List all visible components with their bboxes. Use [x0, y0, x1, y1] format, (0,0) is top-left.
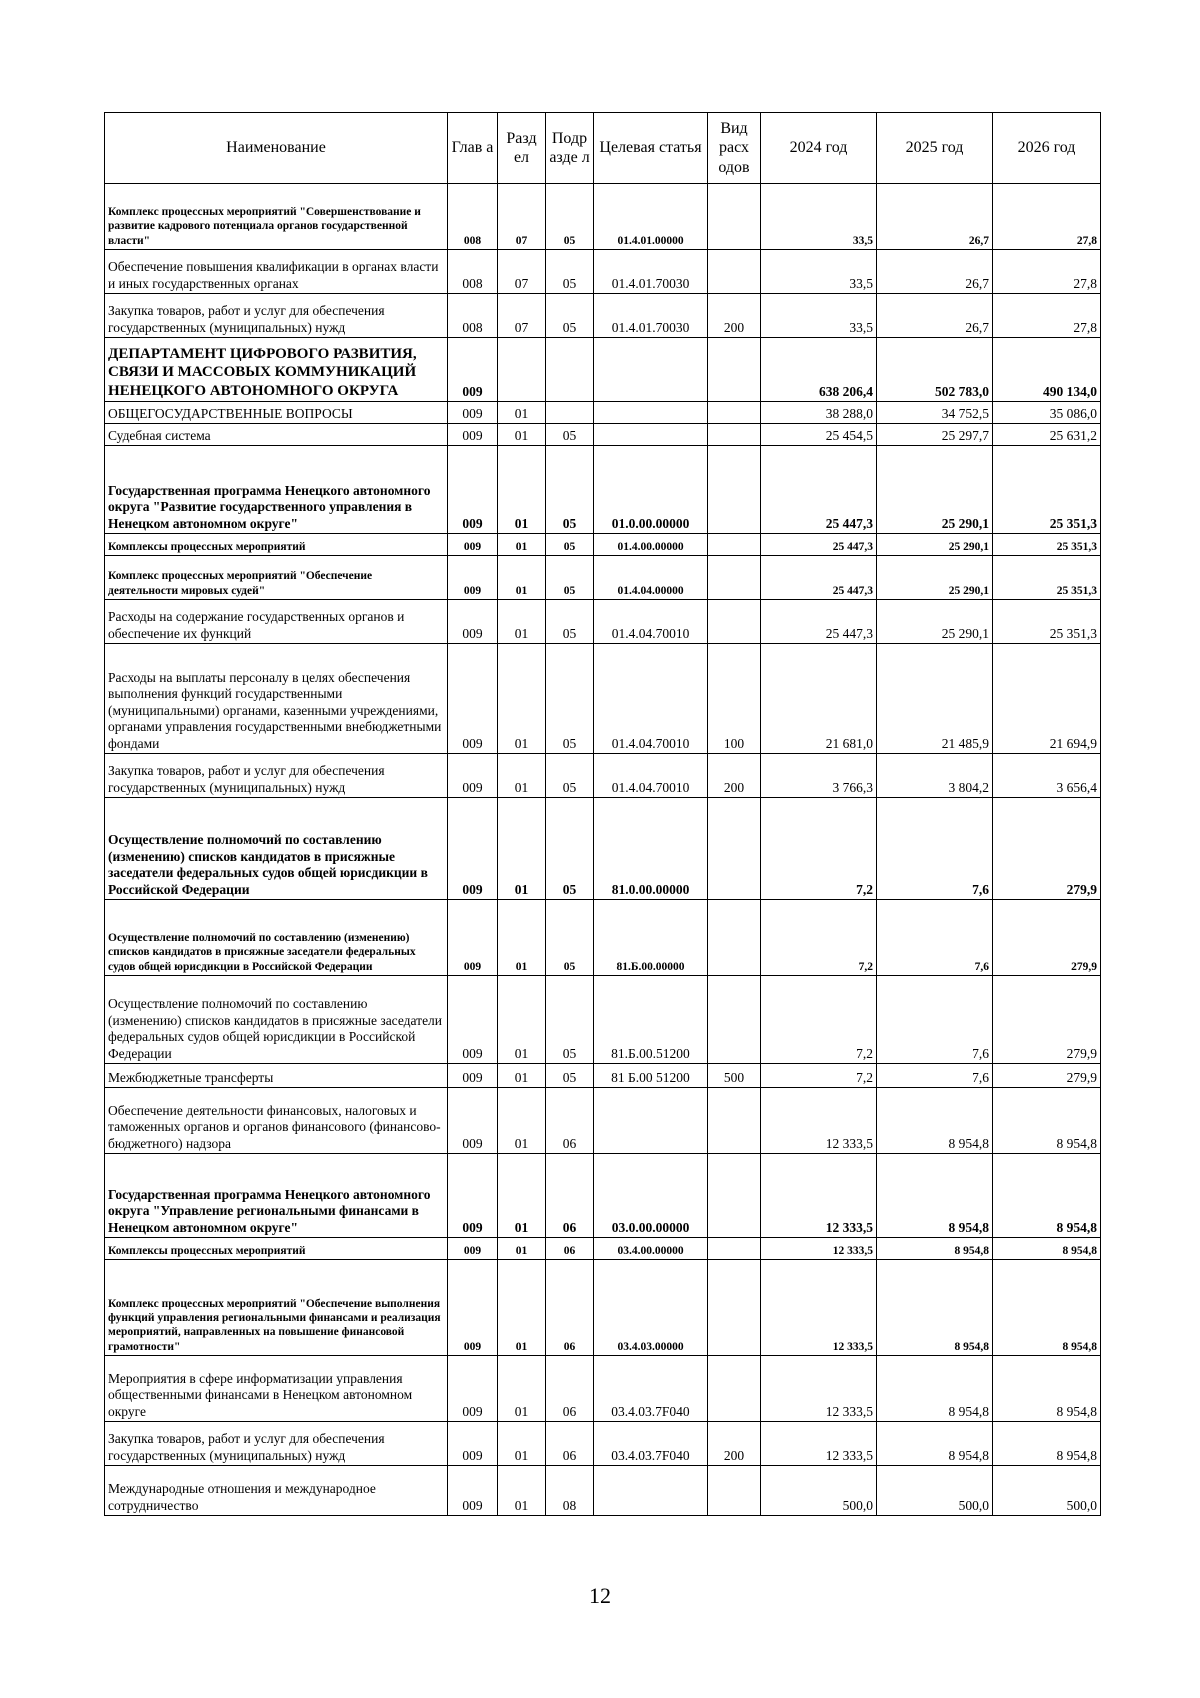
table-row	[105, 754, 1101, 798]
cell-statya: 01.4.01.00000	[594, 184, 708, 250]
cell-razdel: 01	[498, 1088, 546, 1154]
cell-vid	[708, 446, 761, 534]
cell-2025: 8 954,8	[877, 1088, 993, 1154]
cell-razdel: 01	[498, 600, 546, 644]
cell-podrazdel: 06	[546, 1154, 594, 1238]
cell-glava: 009	[448, 798, 498, 900]
header-statya: Целевая статья	[594, 113, 708, 184]
table-row	[105, 556, 1101, 600]
cell-statya: 01.0.00.00000	[594, 446, 708, 534]
cell-2025: 8 954,8	[877, 1260, 993, 1356]
cell-glava: 009	[448, 976, 498, 1064]
table-row	[105, 976, 1101, 1064]
cell-2025: 7,6	[877, 798, 993, 900]
cell-2024: 25 447,3	[761, 556, 877, 600]
cell-2026: 25 351,3	[993, 600, 1101, 644]
cell-2026: 279,9	[993, 1064, 1101, 1088]
cell-statya: 01.4.01.70030	[594, 250, 708, 294]
cell-vid	[708, 338, 761, 402]
cell-glava: 009	[448, 402, 498, 424]
cell-name: Межбюджетные трансферты	[105, 1064, 448, 1088]
cell-vid	[708, 976, 761, 1064]
cell-razdel	[498, 338, 546, 402]
cell-2025: 7,6	[877, 900, 993, 976]
cell-podrazdel: 06	[546, 1356, 594, 1422]
cell-vid	[708, 402, 761, 424]
cell-glava: 008	[448, 250, 498, 294]
cell-vid	[708, 1088, 761, 1154]
cell-2026: 490 134,0	[993, 338, 1101, 402]
cell-glava: 009	[448, 1064, 498, 1088]
cell-2026: 8 954,8	[993, 1260, 1101, 1356]
table-row	[105, 798, 1101, 900]
table-row	[105, 1064, 1101, 1088]
cell-glava: 009	[448, 600, 498, 644]
cell-statya: 01.4.04.70010	[594, 600, 708, 644]
cell-2026: 21 694,9	[993, 644, 1101, 754]
cell-vid: 100	[708, 644, 761, 754]
cell-2024: 3 766,3	[761, 754, 877, 798]
table-row	[105, 338, 1101, 402]
cell-2026: 8 954,8	[993, 1238, 1101, 1260]
table-row	[105, 1260, 1101, 1356]
table-body	[105, 184, 1101, 1516]
cell-razdel: 07	[498, 184, 546, 250]
cell-statya: 81.Б.00.00000	[594, 900, 708, 976]
table-row	[105, 900, 1101, 976]
cell-podrazdel: 05	[546, 644, 594, 754]
cell-glava: 009	[448, 534, 498, 556]
table-row	[105, 446, 1101, 534]
cell-name: Закупка товаров, работ и услуг для обеспечения государственных (муниципальных) нужд	[105, 294, 448, 338]
cell-2025: 25 290,1	[877, 600, 993, 644]
cell-2026: 8 954,8	[993, 1422, 1101, 1466]
cell-2026: 25 351,3	[993, 534, 1101, 556]
cell-statya: 01.4.04.70010	[594, 754, 708, 798]
cell-razdel: 01	[498, 402, 546, 424]
table-row	[105, 1422, 1101, 1466]
cell-2024: 638 206,4	[761, 338, 877, 402]
cell-name: Государственная программа Ненецкого автономного округа "Управление региональными финансами в Ненецком автономном округе"	[105, 1154, 448, 1238]
cell-razdel: 01	[498, 1154, 546, 1238]
cell-podrazdel: 05	[546, 600, 594, 644]
header-razdel: Разд ел	[498, 113, 546, 184]
cell-2024: 21 681,0	[761, 644, 877, 754]
table-row	[105, 600, 1101, 644]
cell-name: Комплекс процессных мероприятий "Совершенствование и развитие кадрового потенциала органов государственной власти"	[105, 184, 448, 250]
cell-2024: 25 447,3	[761, 446, 877, 534]
cell-2025: 3 804,2	[877, 754, 993, 798]
cell-vid	[708, 1154, 761, 1238]
budget-table	[104, 112, 1101, 1516]
cell-statya	[594, 424, 708, 446]
cell-name: Комплекс процессных мероприятий "Обеспечение деятельности мировых судей"	[105, 556, 448, 600]
cell-razdel: 01	[498, 1260, 546, 1356]
cell-2024: 12 333,5	[761, 1088, 877, 1154]
cell-name: Комплексы процессных мероприятий	[105, 534, 448, 556]
cell-name: Судебная система	[105, 424, 448, 446]
cell-vid: 500	[708, 1064, 761, 1088]
cell-2026: 3 656,4	[993, 754, 1101, 798]
page-number: 12	[589, 1583, 611, 1608]
cell-podrazdel: 05	[546, 424, 594, 446]
table-row	[105, 1154, 1101, 1238]
cell-razdel: 01	[498, 446, 546, 534]
cell-razdel: 07	[498, 250, 546, 294]
cell-glava: 009	[448, 754, 498, 798]
cell-podrazdel: 05	[546, 798, 594, 900]
cell-podrazdel: 05	[546, 556, 594, 600]
cell-podrazdel: 05	[546, 1064, 594, 1088]
cell-razdel: 01	[498, 1238, 546, 1260]
cell-glava: 009	[448, 556, 498, 600]
cell-statya	[594, 1088, 708, 1154]
cell-vid	[708, 184, 761, 250]
cell-vid	[708, 424, 761, 446]
cell-glava: 009	[448, 644, 498, 754]
cell-glava: 009	[448, 1088, 498, 1154]
cell-glava: 009	[448, 1466, 498, 1516]
cell-2025: 21 485,9	[877, 644, 993, 754]
cell-statya: 03.4.00.00000	[594, 1238, 708, 1260]
cell-statya: 81 Б.00 51200	[594, 1064, 708, 1088]
cell-2025: 26,7	[877, 184, 993, 250]
table-row	[105, 250, 1101, 294]
cell-statya	[594, 338, 708, 402]
cell-statya: 03.4.03.7F040	[594, 1422, 708, 1466]
cell-2024: 33,5	[761, 294, 877, 338]
cell-name: Комплекс процессных мероприятий "Обеспечение выполнения функций управления региональными финансами и реализация мероприятий, направленных на повышение финансовой грамотности"	[105, 1260, 448, 1356]
cell-vid	[708, 900, 761, 976]
cell-2024: 12 333,5	[761, 1154, 877, 1238]
cell-razdel: 01	[498, 644, 546, 754]
cell-2025: 25 290,1	[877, 534, 993, 556]
cell-razdel: 01	[498, 1466, 546, 1516]
cell-2025: 26,7	[877, 250, 993, 294]
cell-2024: 25 447,3	[761, 600, 877, 644]
cell-podrazdel	[546, 338, 594, 402]
cell-2024: 7,2	[761, 900, 877, 976]
cell-2025: 8 954,8	[877, 1422, 993, 1466]
table-row	[105, 534, 1101, 556]
cell-razdel: 01	[498, 534, 546, 556]
cell-razdel: 01	[498, 1064, 546, 1088]
cell-glava: 009	[448, 900, 498, 976]
cell-statya: 01.4.00.00000	[594, 534, 708, 556]
cell-2025: 34 752,5	[877, 402, 993, 424]
cell-2026: 27,8	[993, 184, 1101, 250]
cell-2024: 12 333,5	[761, 1422, 877, 1466]
cell-vid	[708, 556, 761, 600]
cell-glava: 009	[448, 1260, 498, 1356]
cell-2024: 500,0	[761, 1466, 877, 1516]
cell-podrazdel: 05	[546, 250, 594, 294]
cell-glava: 009	[448, 1422, 498, 1466]
cell-podrazdel: 06	[546, 1422, 594, 1466]
table-row	[105, 1466, 1101, 1516]
cell-name: Расходы на содержание государственных органов и обеспечение их функций	[105, 600, 448, 644]
cell-2025: 8 954,8	[877, 1238, 993, 1260]
cell-name: Осуществление полномочий по составлению (изменению) списков кандидатов в присяжные заседатели федеральных судов общей юрисдикции в Российской Федерации	[105, 900, 448, 976]
cell-podrazdel: 05	[546, 184, 594, 250]
cell-statya: 01.4.04.00000	[594, 556, 708, 600]
cell-2026: 279,9	[993, 976, 1101, 1064]
cell-glava: 009	[448, 424, 498, 446]
cell-2024: 7,2	[761, 798, 877, 900]
cell-razdel: 01	[498, 754, 546, 798]
cell-name: Мероприятия в сфере информатизации управления общественными финансами в Ненецком автономном округе	[105, 1356, 448, 1422]
cell-statya: 81.Б.00.51200	[594, 976, 708, 1064]
cell-statya: 03.4.03.00000	[594, 1260, 708, 1356]
cell-2024: 12 333,5	[761, 1238, 877, 1260]
cell-glava: 009	[448, 338, 498, 402]
cell-2024: 38 288,0	[761, 402, 877, 424]
cell-2024: 33,5	[761, 184, 877, 250]
cell-podrazdel: 06	[546, 1238, 594, 1260]
cell-statya	[594, 402, 708, 424]
table-row	[105, 184, 1101, 250]
cell-name: ДЕПАРТАМЕНТ ЦИФРОВОГО РАЗВИТИЯ, СВЯЗИ И МАССОВЫХ КОММУНИКАЦИЙ НЕНЕЦКОГО АВТОНОМНОГО ОКРУГА	[105, 338, 448, 402]
cell-razdel: 01	[498, 798, 546, 900]
cell-glava: 009	[448, 1356, 498, 1422]
cell-razdel: 01	[498, 556, 546, 600]
cell-name: Закупка товаров, работ и услуг для обеспечения государственных (муниципальных) нужд	[105, 754, 448, 798]
cell-2025: 7,6	[877, 1064, 993, 1088]
cell-glava: 009	[448, 1238, 498, 1260]
cell-name: Комплексы процессных мероприятий	[105, 1238, 448, 1260]
cell-razdel: 01	[498, 976, 546, 1064]
cell-podrazdel: 05	[546, 294, 594, 338]
cell-vid	[708, 1356, 761, 1422]
table-row	[105, 644, 1101, 754]
cell-2026: 8 954,8	[993, 1356, 1101, 1422]
cell-name: Обеспечение деятельности финансовых, налоговых и таможенных органов и органов финансового (финансово-бюджетного) надзора	[105, 1088, 448, 1154]
cell-name: Осуществление полномочий по составлению (изменению) списков кандидатов в присяжные заседатели федеральных судов общей юрисдикции в Российской Федерации	[105, 798, 448, 900]
cell-glava: 009	[448, 1154, 498, 1238]
cell-podrazdel: 06	[546, 1088, 594, 1154]
cell-2025: 25 290,1	[877, 446, 993, 534]
cell-razdel: 07	[498, 294, 546, 338]
cell-glava: 009	[448, 446, 498, 534]
cell-razdel: 01	[498, 424, 546, 446]
cell-razdel: 01	[498, 1356, 546, 1422]
cell-podrazdel: 05	[546, 976, 594, 1064]
cell-statya: 81.0.00.00000	[594, 798, 708, 900]
cell-podrazdel: 05	[546, 534, 594, 556]
cell-glava: 008	[448, 184, 498, 250]
cell-vid: 200	[708, 294, 761, 338]
cell-statya: 03.0.00.00000	[594, 1154, 708, 1238]
cell-statya	[594, 1466, 708, 1516]
cell-razdel: 01	[498, 1422, 546, 1466]
cell-vid: 200	[708, 1422, 761, 1466]
header-2026: 2026 год	[993, 113, 1101, 184]
cell-2025: 502 783,0	[877, 338, 993, 402]
cell-name: Обеспечение повышения квалификации в органах власти и иных государственных органах	[105, 250, 448, 294]
cell-vid: 200	[708, 754, 761, 798]
cell-podrazdel: 05	[546, 754, 594, 798]
cell-vid	[708, 798, 761, 900]
cell-razdel: 01	[498, 900, 546, 976]
cell-2026: 8 954,8	[993, 1088, 1101, 1154]
cell-2025: 25 297,7	[877, 424, 993, 446]
table-row	[105, 1088, 1101, 1154]
cell-name: Закупка товаров, работ и услуг для обеспечения государственных (муниципальных) нужд	[105, 1422, 448, 1466]
cell-vid	[708, 1260, 761, 1356]
table-row	[105, 424, 1101, 446]
cell-name: Расходы на выплаты персоналу в целях обеспечения выполнения функций государственными (муниципальными) органами, казенными учреждениями, органами управления государственными внебюджетными фондами	[105, 644, 448, 754]
cell-vid	[708, 534, 761, 556]
cell-vid	[708, 1238, 761, 1260]
table-row	[105, 294, 1101, 338]
cell-2024: 12 333,5	[761, 1356, 877, 1422]
cell-2026: 35 086,0	[993, 402, 1101, 424]
cell-name: Международные отношения и международное сотрудничество	[105, 1466, 448, 1516]
cell-vid	[708, 1466, 761, 1516]
cell-vid	[708, 250, 761, 294]
cell-2026: 27,8	[993, 294, 1101, 338]
cell-2024: 33,5	[761, 250, 877, 294]
cell-2025: 25 290,1	[877, 556, 993, 600]
cell-2026: 25 351,3	[993, 446, 1101, 534]
cell-2024: 7,2	[761, 976, 877, 1064]
table-header-row	[105, 113, 1101, 184]
cell-2026: 8 954,8	[993, 1154, 1101, 1238]
cell-2026: 25 351,3	[993, 556, 1101, 600]
table-row	[105, 1356, 1101, 1422]
cell-podrazdel: 05	[546, 900, 594, 976]
cell-vid	[708, 600, 761, 644]
cell-statya: 03.4.03.7F040	[594, 1356, 708, 1422]
cell-name: ОБЩЕГОСУДАРСТВЕННЫЕ ВОПРОСЫ	[105, 402, 448, 424]
cell-name: Осуществление полномочий по составлению (изменению) списков кандидатов в присяжные заседатели федеральных судов общей юрисдикции в Российской Федерации	[105, 976, 448, 1064]
cell-2024: 25 454,5	[761, 424, 877, 446]
header-2025: 2025 год	[877, 113, 993, 184]
cell-statya: 01.4.01.70030	[594, 294, 708, 338]
cell-2024: 7,2	[761, 1064, 877, 1088]
cell-glava: 008	[448, 294, 498, 338]
cell-statya: 01.4.04.70010	[594, 644, 708, 754]
cell-2025: 500,0	[877, 1466, 993, 1516]
cell-2026: 25 631,2	[993, 424, 1101, 446]
cell-2024: 25 447,3	[761, 534, 877, 556]
cell-podrazdel	[546, 402, 594, 424]
cell-2025: 26,7	[877, 294, 993, 338]
cell-2026: 279,9	[993, 798, 1101, 900]
table-row	[105, 402, 1101, 424]
cell-podrazdel: 06	[546, 1260, 594, 1356]
cell-2026: 500,0	[993, 1466, 1101, 1516]
cell-2026: 27,8	[993, 250, 1101, 294]
header-vid: Вид расх одов	[708, 113, 761, 184]
cell-2025: 8 954,8	[877, 1356, 993, 1422]
cell-podrazdel: 08	[546, 1466, 594, 1516]
cell-2026: 279,9	[993, 900, 1101, 976]
cell-2025: 7,6	[877, 976, 993, 1064]
cell-2024: 12 333,5	[761, 1260, 877, 1356]
cell-name: Государственная программа Ненецкого автономного округа "Развитие государственного управления в Ненецком автономном округе"	[105, 446, 448, 534]
header-2024: 2024 год	[761, 113, 877, 184]
cell-2025: 8 954,8	[877, 1154, 993, 1238]
header-glava: Глав а	[448, 113, 498, 184]
cell-podrazdel: 05	[546, 446, 594, 534]
header-podrazdel: Подр азде л	[546, 113, 594, 184]
table-row	[105, 1238, 1101, 1260]
header-name: Наименование	[105, 113, 448, 184]
